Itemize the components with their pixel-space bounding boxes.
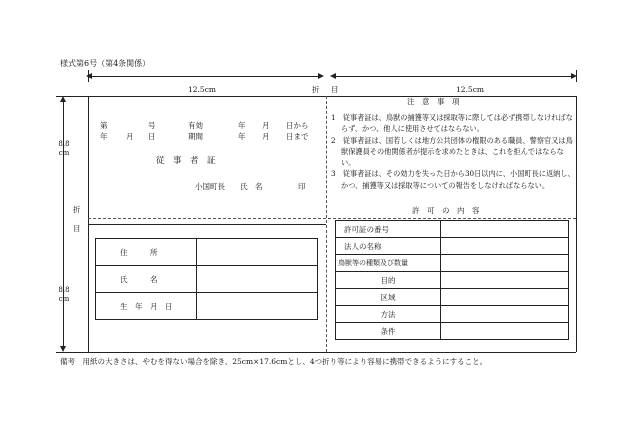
permit-heading: 許 可 の 内 容 (412, 206, 480, 215)
issue-month: 月 (126, 132, 134, 141)
holder-label-birthdate: 生 年 月 日 (96, 293, 197, 320)
issue-day: 日 (148, 132, 156, 141)
fold-line-horizontal (88, 218, 576, 219)
permit-label: 許可証の番号 (336, 221, 441, 238)
table-row (336, 289, 569, 306)
holder-table (95, 238, 318, 320)
valid-from-year: 年 (238, 121, 246, 130)
holder-label-address: 住 所 (96, 239, 197, 266)
permit-value (441, 255, 569, 272)
form-title: 様式第6号（第4条関係） (60, 59, 151, 68)
seal-mark: 印 (298, 182, 306, 191)
width-label-right: 12.5cm (456, 85, 485, 94)
permit-label: 条件 (336, 323, 441, 340)
table-row (336, 323, 569, 340)
fold-line-vertical (326, 96, 327, 352)
period-label: 期間 (188, 132, 203, 141)
valid-from-day: 日から (286, 121, 309, 130)
fold-label-top: 折 (312, 85, 320, 94)
card-top-border (88, 96, 576, 97)
note-item: 3 従事者証は、その効力を失った日から30日以内に、小国町長に返納し、かつ、捕獲等又は採取等についての報告をしなければならない。 (331, 169, 575, 190)
table-row (336, 255, 569, 272)
permit-value (441, 323, 569, 340)
note-item: 2 従事者証は、国若しくは地方公共団体の権限のある職員、警察官又は鳥獣保護員その他関係者が提示を求めたときは、これを拒んではならない。 (331, 135, 573, 168)
permit-label: 目的 (336, 272, 441, 289)
arrow-right-icon (318, 73, 324, 79)
valid-from-month: 月 (262, 121, 270, 130)
notes-list (331, 112, 575, 191)
table-row (96, 239, 318, 266)
remark-note: 備考 用紙の大きさは、やむを得ない場合を除き、25cm×17.6cmとし、4つ折り等により容易に携帯できるようにすること。 (60, 357, 488, 366)
table-row (336, 306, 569, 323)
permit-table (335, 220, 569, 340)
holder-label-name: 氏 名 (96, 266, 197, 293)
height-label-bottom: 8.8 cm (58, 286, 70, 303)
permit-value (441, 289, 569, 306)
cert-number-suffix: 号 (148, 121, 156, 130)
height-label-top: 8.8 cm (58, 140, 70, 157)
width-dimension-left (88, 76, 320, 77)
eye-label-left: 目 (73, 224, 81, 233)
table-row (336, 221, 569, 238)
permit-value (441, 221, 569, 238)
permit-value (441, 306, 569, 323)
fold-label-left: 折 (73, 205, 81, 214)
permit-label: 区域 (336, 289, 441, 306)
dimension-tick (56, 352, 88, 353)
left-lower-top-border (88, 224, 326, 225)
valid-to-day: 日まで (286, 132, 309, 141)
dimension-tick (56, 96, 88, 97)
permit-value (441, 238, 569, 255)
notes-heading: 注 意 事 項 (407, 97, 460, 106)
cert-title: 従 事 者 証 (156, 156, 216, 166)
permit-label: 法人の名称 (336, 238, 441, 255)
table-row (96, 266, 318, 293)
valid-to-month: 月 (262, 132, 270, 141)
eye-label-top: 目 (331, 85, 339, 94)
table-row (336, 272, 569, 289)
width-dimension-right (332, 76, 574, 77)
card-right-border (576, 96, 577, 352)
table-row (336, 238, 569, 255)
card-bottom-border (88, 352, 576, 353)
arrow-left-icon (330, 73, 336, 79)
table-row (96, 293, 318, 320)
permit-label: 鳥獣等の種類及び数量 (336, 255, 441, 272)
cert-number-prefix: 第 (100, 121, 108, 130)
holder-value-birthdate (197, 293, 318, 320)
holder-value-address (197, 239, 318, 266)
valid-label: 有効 (188, 121, 203, 130)
dimension-tick (576, 70, 577, 82)
permit-value (441, 272, 569, 289)
issuer-line: 小国町長 氏 名 (195, 182, 263, 191)
arrow-left-icon (86, 73, 92, 79)
dimension-tick (88, 70, 89, 82)
permit-label: 方法 (336, 306, 441, 323)
height-dimension-line (63, 98, 64, 350)
valid-to-year: 年 (238, 132, 246, 141)
width-label-left: 12.5cm (188, 85, 217, 94)
holder-value-name (197, 266, 318, 293)
note-item: 1 従事者証は、鳥獣の捕獲等又は採取等に際しては必ず携帯しなければならず、かつ、他人に使用させてはならない。 (331, 113, 573, 134)
issue-year: 年 (100, 132, 108, 141)
